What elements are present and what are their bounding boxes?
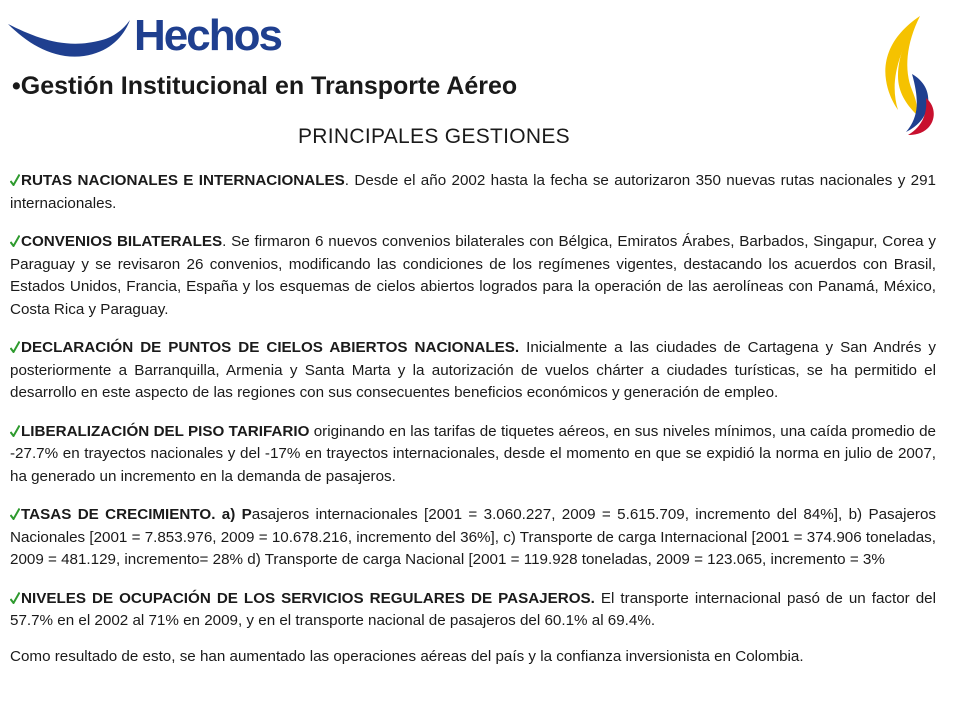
checkmark-icon (10, 425, 20, 437)
item-label: TASAS DE CRECIMIENTO. a) P (21, 506, 252, 523)
flame-flag-icon (876, 14, 938, 136)
logo-text: Hechos (134, 11, 281, 60)
swoosh-icon (6, 10, 136, 60)
list-item (10, 588, 936, 633)
section-subtitle: PRINCIPALES GESTIONES (298, 125, 570, 148)
item-label: DECLARACIÓN DE PUNTOS DE CIELOS ABIERTOS NACIONALES. (21, 339, 520, 356)
list-item (10, 504, 936, 572)
list-item (10, 170, 936, 215)
checkmark-icon (10, 592, 20, 604)
checkmark-icon (10, 235, 20, 247)
checkmark-icon (10, 508, 20, 520)
item-label: RUTAS NACIONALES E INTERNACIONALES (21, 172, 345, 189)
item-text: El transporte internacional pasó de un factor del 57.7% en el 2002 al 71% en 2009, y en el transporte nacional de pasajeros del 60.1% al 69.4%. (10, 589, 936, 629)
item-text: Inicialmente a las ciudades de Cartagena y San Andrés y posteriormente a Barranquilla, Armenia y Santa Marta y la autorización de vuelos chárter a ciudades turísticas, se ha permitido el desarrollo en este aspecto de las regiones con sus consecuentes beneficios económicos y generación de empleo. (10, 339, 936, 401)
item-label: LIBERALIZACIÓN DEL PISO TARIFARIO (21, 422, 310, 440)
page-title: •Gestión Institucional en Transporte Aéreo (12, 72, 518, 100)
item-text: . Desde el año 2002 hasta la fecha se autorizaron 350 nuevas rutas nacionales y 291 internacionales. (10, 172, 937, 212)
item-text: . Se firmaron 6 nuevos convenios bilaterales con Bélgica, Emiratos Árabes, Barbados, Singapur, Corea y Paraguay y se revisaron 26 convenios, modificando las condiciones de los regímenes vigentes, destacando los acuerdos con Brasil, Estados Unidos, Francia, España y los esquemas de cielos abiertos logrados para la operación de las aerolíneas con Panamá, México, Costa Rica y Paraguay. (10, 233, 936, 318)
list-item (10, 421, 936, 489)
list-item (10, 231, 936, 321)
list-item (10, 337, 936, 405)
checkmark-icon (10, 174, 20, 186)
item-text: originando en las tarifas de tiquetes aéreos, en sus niveles mínimos, una caída promedio de -27.7% en trayectos nacionales y del -17% en trayectos internacionales, desde el momento en que se expidió la norma en julio de 2007, ha generado un incremento en la demanda de pasajeros. (10, 422, 936, 485)
checkmark-icon (10, 341, 20, 353)
item-label: NIVELES DE OCUPACIÓN DE LOS SERVICIOS REGULARES DE PASAJEROS. (21, 589, 595, 607)
conclusion-text: Como resultado de esto, se han aumentado las operaciones aéreas del país y la confianza inversionista en Colombia. (10, 647, 804, 665)
hechos-logo (6, 10, 296, 60)
item-text: asajeros internacionales [2001 = 3.060.227, 2009 = 5.615.709, incremento del 84%], b) Pasajeros Nacionales [2001 = 7.853.976, 2009 = 10.678.216, incremento del 36%], c) Transporte de carga Internacional [2001 = 374.906 toneladas, 2009 = 481.129, incremento= 28% d) Transporte de carga Nacional [2001 = 119.928 toneladas, 2009 = 123.065, incremento = 3% (10, 506, 936, 568)
gestiones-list (10, 170, 936, 668)
item-label: CONVENIOS BILATERALES (21, 233, 223, 250)
